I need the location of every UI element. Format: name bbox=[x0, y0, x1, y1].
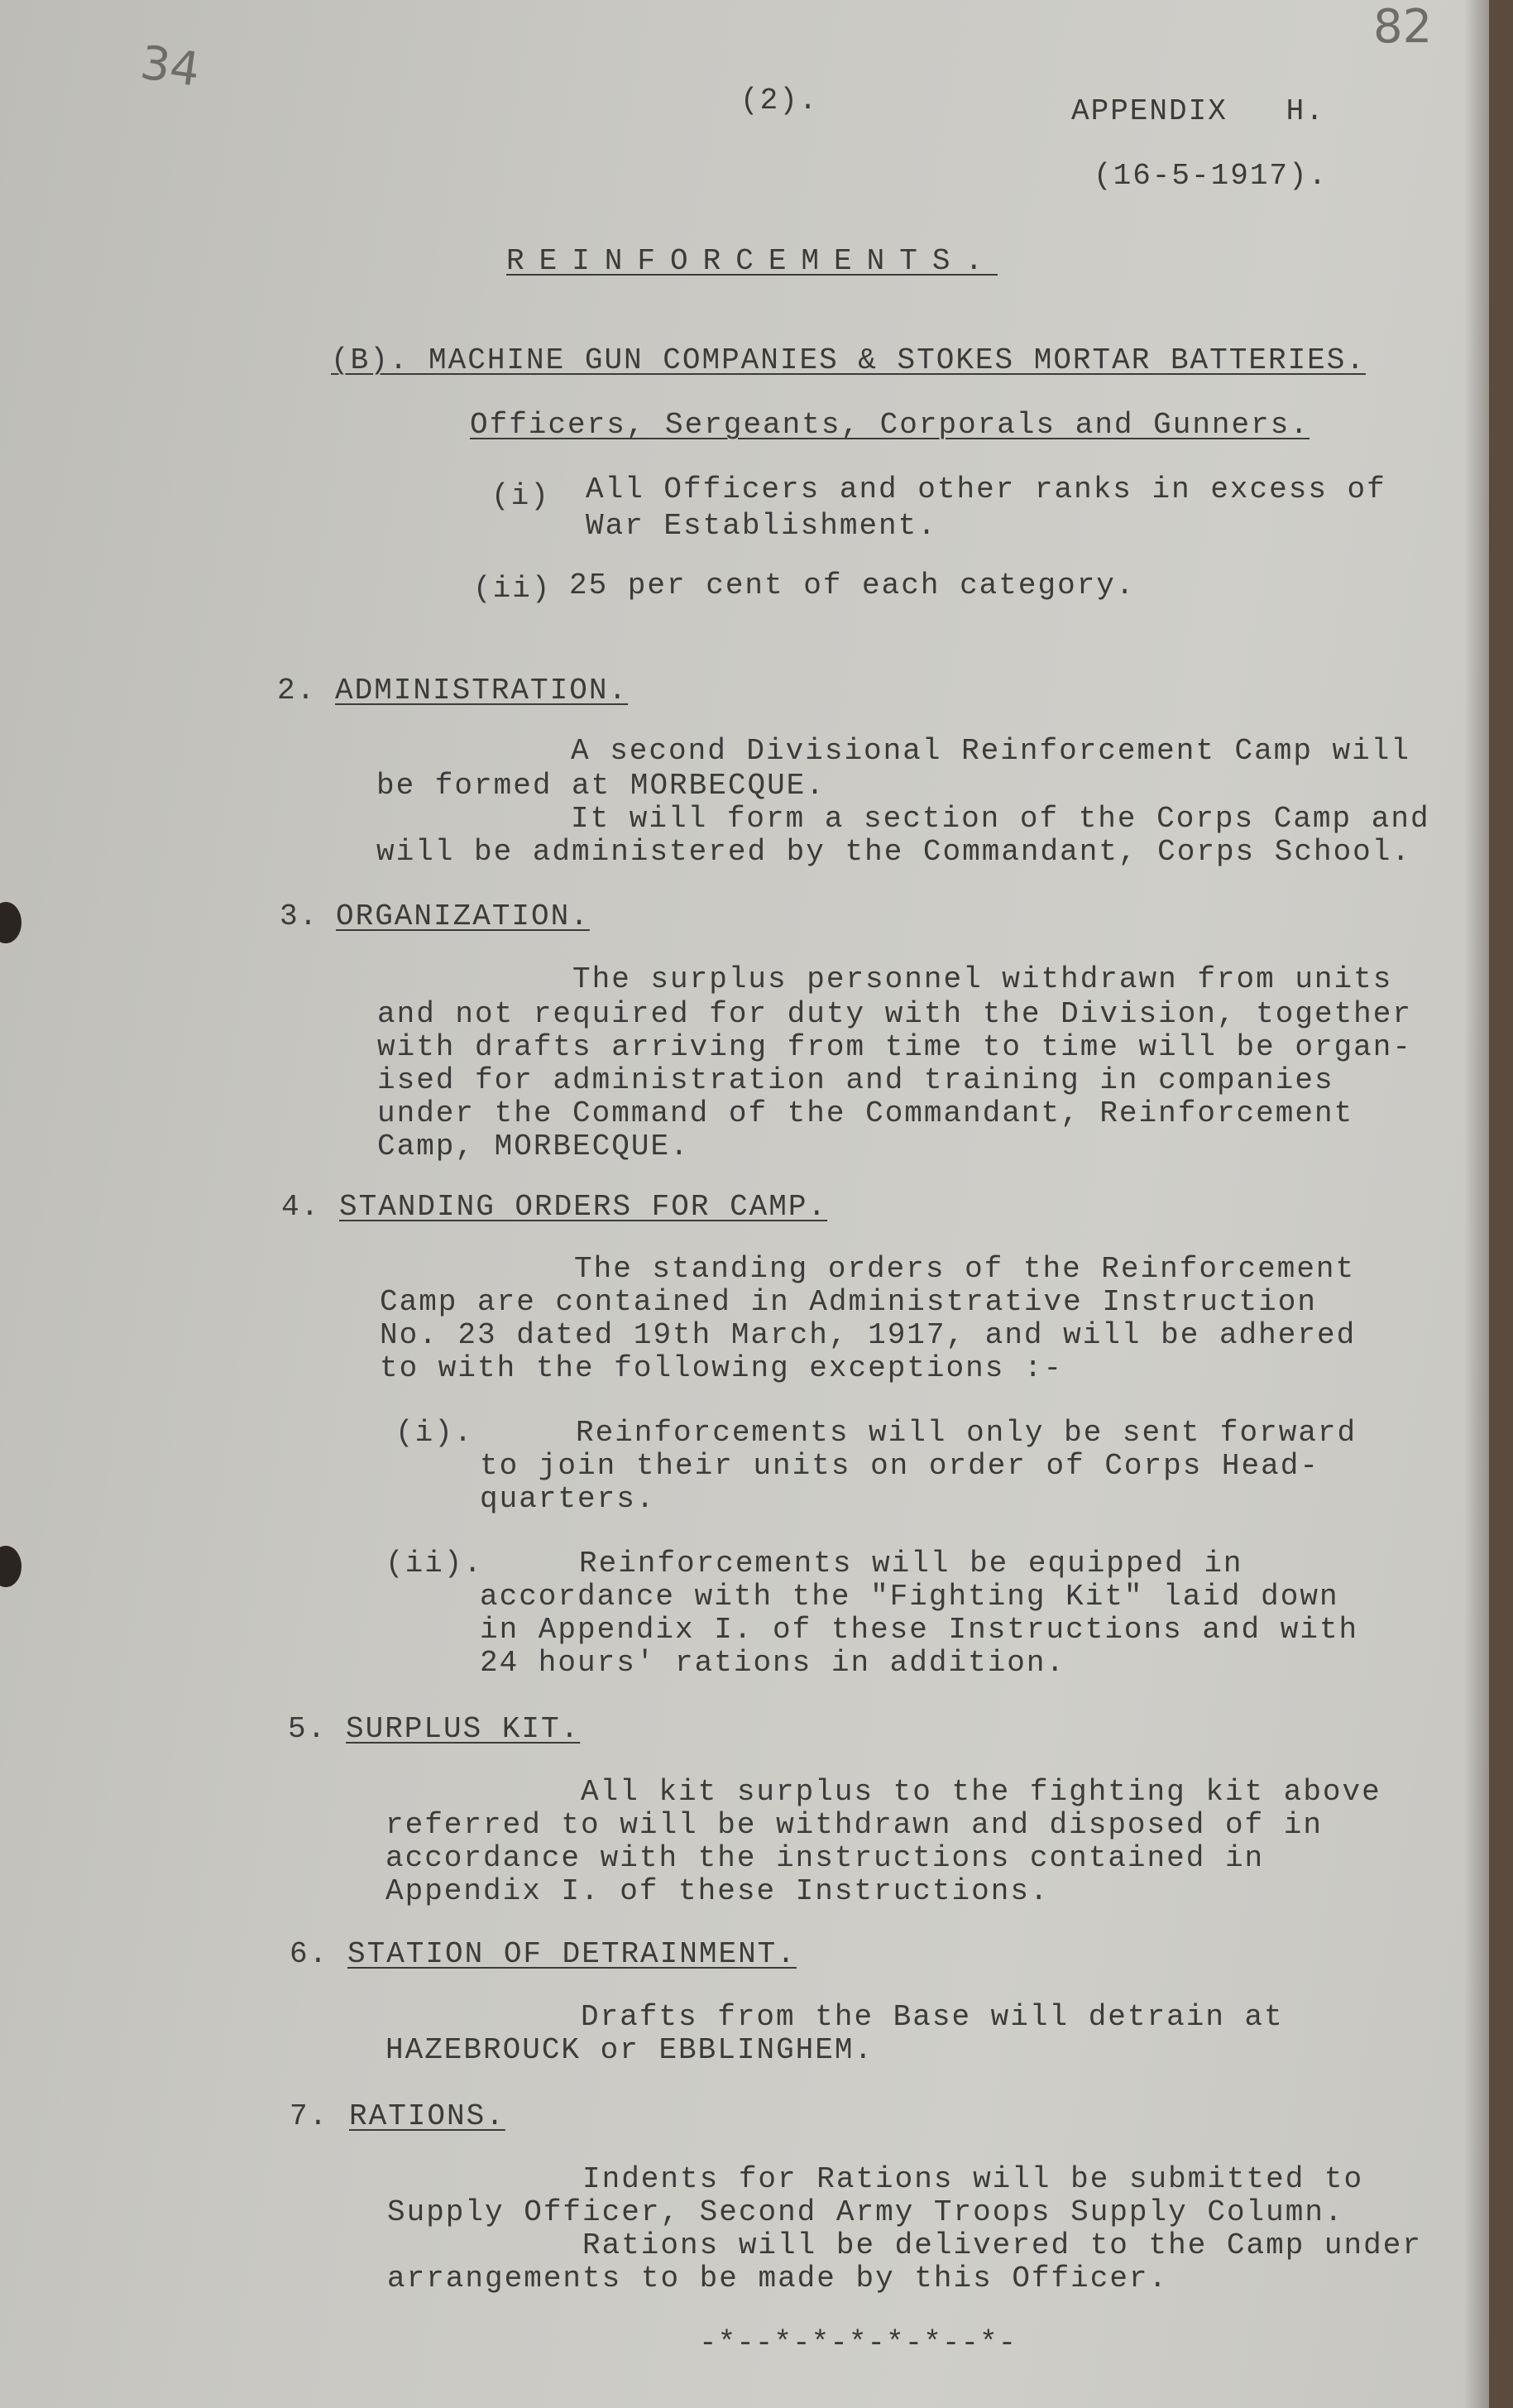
page-number: (2). bbox=[740, 84, 819, 118]
section-5-line: Appendix I. of these Instructions. bbox=[385, 1874, 1050, 1908]
section-3-line: ised for administration and training in companies bbox=[377, 1063, 1334, 1097]
section-6-number: 6. bbox=[290, 1937, 329, 1971]
section-3-line: and not required for duty with the Division, together bbox=[377, 997, 1412, 1031]
end-separator: -*--*-*-*-*-*--*- bbox=[699, 2326, 1017, 2360]
section-5-line: accordance with the instructions contained in bbox=[385, 1841, 1265, 1875]
section-b-item-i-number: (i) bbox=[491, 479, 550, 513]
section-2-line: will be administered by the Commandant, Corps School. bbox=[376, 835, 1411, 869]
margin-mark-right: 82 bbox=[1373, 0, 1433, 54]
section-6-line: HAZEBROUCK or EBBLINGHEM. bbox=[385, 2033, 874, 2067]
section-7-line: arrangements to be made by this Officer. bbox=[387, 2262, 1169, 2295]
section-4-line: to with the following exceptions :- bbox=[380, 1351, 1064, 1385]
section-4-heading: STANDING ORDERS FOR CAMP. bbox=[339, 1190, 828, 1224]
section-3-line: with drafts arriving from time to time will be organ- bbox=[377, 1030, 1412, 1064]
section-7-heading: RATIONS. bbox=[349, 2099, 505, 2133]
section-b-heading bbox=[331, 344, 1366, 377]
section-5-line: All kit surplus to the fighting kit above bbox=[581, 1775, 1381, 1809]
section-5-line: referred to will be withdrawn and disposed of in bbox=[385, 1808, 1323, 1842]
section-4-exception-i-number: (i). bbox=[395, 1416, 474, 1450]
section-4-exception-ii-line: in Appendix I. of these Instructions and with bbox=[480, 1613, 1359, 1647]
punch-hole-upper bbox=[0, 902, 22, 943]
section-7-line: Rations will be delivered to the Camp under bbox=[582, 2228, 1422, 2262]
section-4-exception-ii-line: accordance with the "Fighting Kit" laid down bbox=[480, 1580, 1339, 1614]
section-3-number: 3. bbox=[280, 899, 319, 933]
section-4-exception-ii-line: Reinforcements will be equipped in bbox=[579, 1547, 1243, 1581]
section-4-exception-i-line: Reinforcements will only be sent forward bbox=[576, 1416, 1357, 1450]
section-3-line: under the Command of the Commandant, Reinforcement bbox=[377, 1096, 1354, 1130]
section-2-line: A second Divisional Reinforcement Camp will bbox=[571, 734, 1410, 768]
punch-hole-lower bbox=[0, 1546, 22, 1587]
margin-mark-left: 34 bbox=[136, 36, 203, 98]
document-title: REINFORCEMENTS. bbox=[506, 244, 998, 278]
section-6-line: Drafts from the Base will detrain at bbox=[581, 2000, 1284, 2034]
section-b-item-ii-text: 25 per cent of each category. bbox=[569, 568, 1136, 602]
section-4-exception-ii-number: (ii). bbox=[385, 1547, 484, 1581]
section-3-heading: ORGANIZATION. bbox=[336, 899, 590, 933]
section-4-exception-ii-line: 24 hours' rations in addition. bbox=[480, 1646, 1066, 1680]
section-b-subheading: Officers, Sergeants, Corporals and Gunners. bbox=[470, 408, 1310, 442]
section-4-line: Camp are contained in Administrative Instruction bbox=[380, 1285, 1317, 1319]
document-date: (16-5-1917). bbox=[1094, 159, 1329, 193]
section-3-line: Camp, MORBECQUE. bbox=[377, 1130, 690, 1163]
section-4-exception-i-line: quarters. bbox=[480, 1482, 656, 1516]
section-b-item-i-line2: War Establishment. bbox=[586, 509, 937, 543]
section-4-line: No. 23 dated 19th March, 1917, and will be adhered bbox=[380, 1318, 1357, 1352]
section-2-heading: ADMINISTRATION. bbox=[335, 674, 629, 708]
section-6-heading: STATION OF DETRAINMENT. bbox=[347, 1937, 797, 1971]
section-7-line: Supply Officer, Second Army Troops Supply Column. bbox=[387, 2195, 1344, 2229]
section-2-line: It will form a section of the Corps Camp and bbox=[571, 802, 1430, 836]
section-4-number: 4. bbox=[281, 1190, 321, 1224]
appendix-label: APPENDIX H. bbox=[1071, 94, 1325, 128]
section-7-number: 7. bbox=[290, 2099, 329, 2133]
section-5-heading: SURPLUS KIT. bbox=[346, 1712, 581, 1746]
section-2-line: be formed at MORBECQUE. bbox=[376, 769, 826, 803]
section-5-number: 5. bbox=[288, 1712, 328, 1746]
section-2-number: 2. bbox=[277, 674, 317, 708]
section-4-exception-i-line: to join their units on order of Corps Head- bbox=[480, 1449, 1319, 1483]
section-b-item-ii-number: (ii) bbox=[473, 572, 552, 606]
section-7-line: Indents for Rations will be submitted to bbox=[582, 2162, 1364, 2196]
section-3-line: The surplus personnel withdrawn from units bbox=[572, 962, 1393, 996]
section-4-line: The standing orders of the Reinforcement bbox=[574, 1252, 1356, 1286]
section-b-heading-text: (B). MACHINE GUN COMPANIES & STOKES MORTAR BATTERIES. bbox=[331, 343, 1366, 377]
section-b-item-i-line1: All Officers and other ranks in excess of bbox=[586, 472, 1386, 506]
